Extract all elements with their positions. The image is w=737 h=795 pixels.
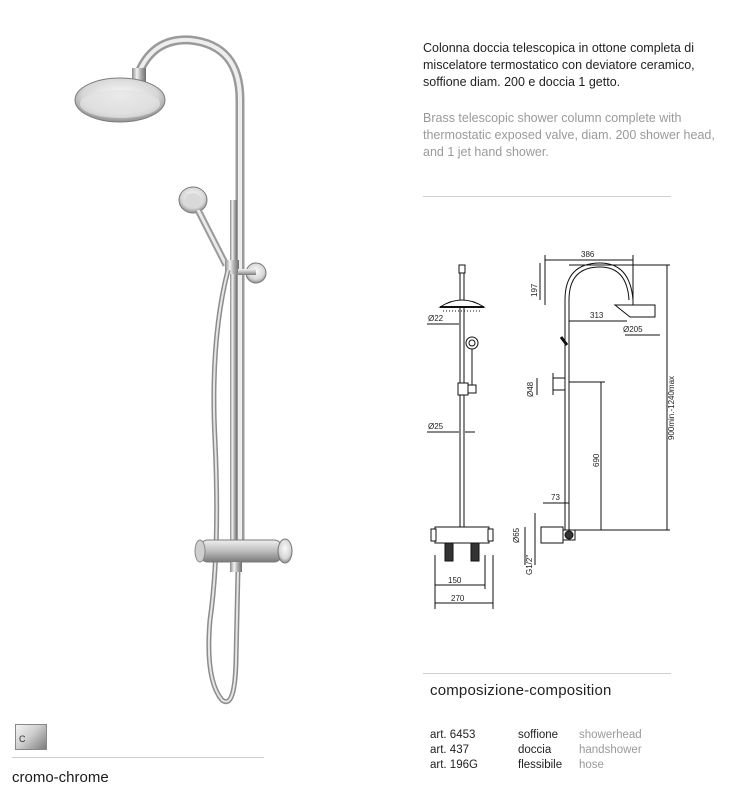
dim-w270: 270 — [451, 594, 465, 603]
composition-row — [430, 758, 642, 773]
dim-d205: Ø205 — [623, 325, 643, 334]
technical-drawing — [415, 245, 715, 625]
divider-finish — [12, 757, 264, 758]
dim-h690: 690 — [592, 453, 601, 467]
component-name-en: hose — [579, 759, 604, 771]
dim-w150: 150 — [448, 576, 462, 585]
composition-table — [430, 728, 642, 773]
dim-w73: 73 — [551, 493, 560, 502]
description-italian: Colonna doccia telescopica in ottone completa di miscelatore termostatico con deviatore ceramico, soffione diam. 200 e doccia 1 getto. — [423, 41, 695, 89]
article-number: art. 6453 — [430, 729, 476, 741]
dim-w386: 386 — [581, 250, 595, 259]
dim-d48: Ø48 — [526, 381, 535, 397]
finish-code: C — [19, 734, 26, 744]
dim-w313: 313 — [590, 311, 604, 320]
product-photo — [60, 20, 350, 710]
dim-d65: Ø65 — [512, 527, 521, 543]
dim-d22: Ø22 — [428, 314, 444, 323]
article-number: art. 437 — [430, 744, 469, 756]
component-name-it: flessibile — [518, 759, 563, 771]
divider-top — [423, 196, 671, 197]
article-number: art. 196G — [430, 759, 478, 771]
component-name-en: handshower — [579, 744, 642, 756]
finish-swatch — [15, 724, 47, 750]
dim-d25: Ø25 — [428, 422, 444, 431]
description-english: Brass telescopic shower column complete with thermostatic exposed valve, diam. 200 shower head, and 1 jet hand shower. — [423, 111, 715, 159]
component-name-it: soffione — [518, 729, 559, 741]
composition-title: composizione-composition — [430, 682, 612, 699]
composition-row — [430, 743, 642, 758]
component-name-it: doccia — [518, 744, 552, 756]
dim-thread: G1/2" — [525, 554, 534, 575]
dim-h197: 197 — [530, 283, 539, 297]
composition-row — [430, 728, 642, 743]
divider-composition — [423, 673, 671, 674]
dim-h900: 900min.-1240max — [667, 375, 676, 440]
component-name-en: showerhead — [579, 729, 642, 741]
finish-label: cromo-chrome — [12, 769, 109, 786]
